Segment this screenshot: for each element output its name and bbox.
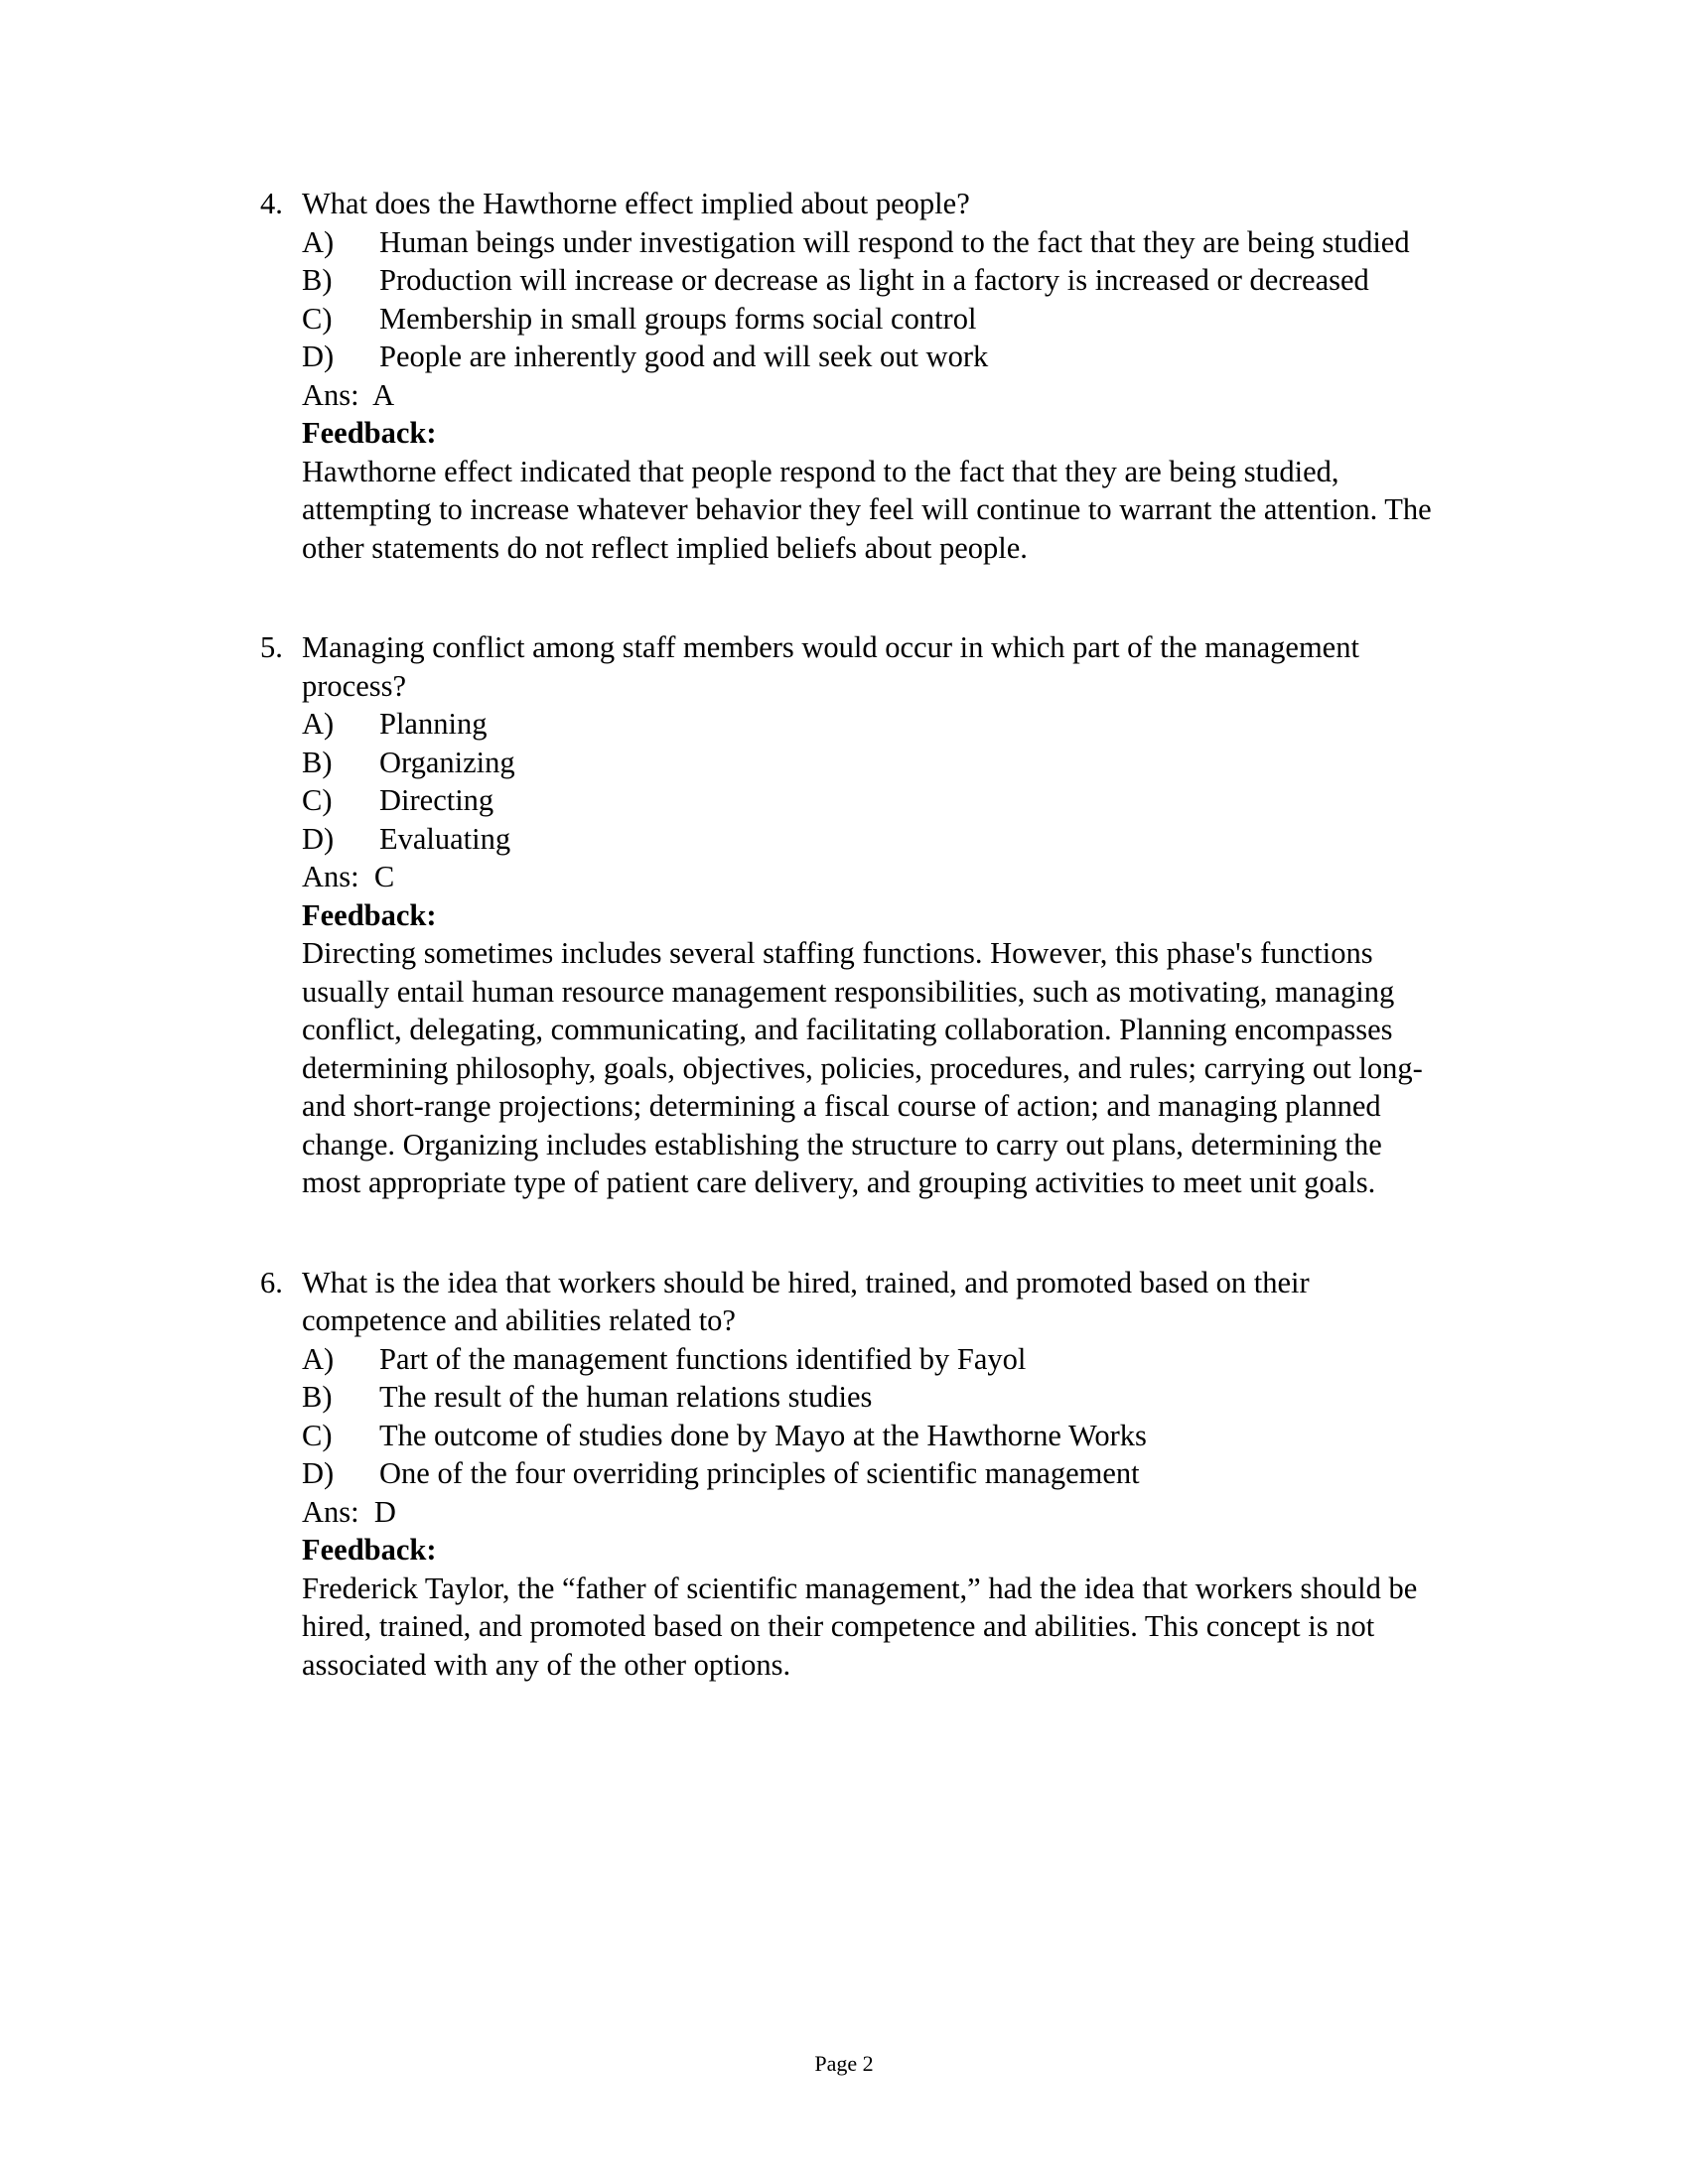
option-list <box>302 223 1448 376</box>
option-letter: A) <box>302 224 335 259</box>
option-text: Production will increase or decrease as light in a factory is increased or decreased <box>379 263 1369 297</box>
option-letter: C) <box>302 301 333 336</box>
option-letter: D) <box>302 821 335 856</box>
option-item <box>302 1340 1448 1379</box>
option-text: Planning <box>379 707 488 741</box>
page-footer: Page 2 <box>814 2051 874 2076</box>
question-block-4 <box>256 185 1448 567</box>
option-item <box>302 338 1448 376</box>
feedback-body: Frederick Taylor, the “father of scientific management,” had the idea that workers should be hired, trained, and promoted based on their competence and abilities. This concept is not associated with any of the other options. <box>302 1570 1418 1682</box>
option-item <box>302 1454 1448 1493</box>
option-letter: A) <box>302 1341 335 1376</box>
option-item <box>302 223 1448 262</box>
option-letter: B) <box>302 1380 333 1414</box>
option-item <box>302 300 1448 339</box>
option-letter: B) <box>302 263 333 297</box>
option-item <box>302 1378 1448 1417</box>
answer-line: Ans: A <box>302 377 395 412</box>
option-list <box>302 705 1448 858</box>
answer-line: Ans: C <box>302 860 395 893</box>
option-text: Directing <box>379 783 494 817</box>
feedback-label: Feedback: <box>302 1533 437 1567</box>
option-letter: D) <box>302 1456 335 1490</box>
question-stem: What does the Hawthorne effect implied about people? <box>302 187 970 220</box>
page-content <box>256 185 1448 1684</box>
question-block-6 <box>256 1264 1448 1685</box>
answer-line: Ans: D <box>302 1494 396 1529</box>
option-letter: D) <box>302 340 335 373</box>
option-list <box>302 1340 1448 1493</box>
option-text: People are inherently good and will seek out work <box>379 340 989 373</box>
option-item <box>302 1417 1448 1455</box>
feedback-label: Feedback: <box>302 897 437 932</box>
option-text: The outcome of studies done by Mayo at the Hawthorne Works <box>379 1418 1147 1452</box>
option-text: Evaluating <box>379 821 511 856</box>
option-text: Organizing <box>379 745 515 779</box>
feedback-label: Feedback: <box>302 416 437 450</box>
question-number: 4. <box>260 187 283 220</box>
option-letter: A) <box>302 707 335 741</box>
option-letter: C) <box>302 1418 333 1452</box>
option-text: One of the four overriding principles of scientific management <box>379 1456 1140 1490</box>
question-number: 6. <box>260 1265 283 1299</box>
option-item <box>302 820 1448 859</box>
feedback-body: Directing sometimes includes several staffing functions. However, this phase's functions usually entail human resource management responsibilities, such as motivating, managing conflict, delegating, communicating, and facilitating collaboration. Planning encompasses determining philosophy, goals, objectives, policies, procedures, and rules; carrying out long- and short-range projections; determining a fiscal course of action; and managing planned change. Organizing includes establishing the structure to carry out plans, determining the most appropriate type of patient care delivery, and grouping activities to meet unit goals. <box>302 936 1423 1199</box>
question-block-5 <box>256 628 1448 1202</box>
option-item <box>302 705 1448 744</box>
question-stem-row <box>256 1264 1448 1340</box>
question-number: 5. <box>260 630 283 664</box>
question-stem: Managing conflict among staff members would occur in which part of the management process? <box>302 630 1359 703</box>
question-stem-row <box>256 628 1448 705</box>
question-stem-row <box>256 185 1448 223</box>
option-text: Part of the management functions identified by Fayol <box>379 1341 1027 1376</box>
option-letter: B) <box>302 745 333 779</box>
block-spacer <box>256 567 1448 628</box>
block-spacer <box>256 1202 1448 1264</box>
option-item <box>302 261 1448 300</box>
question-stem: What is the idea that workers should be hired, trained, and promoted based on their competence and abilities related to? <box>302 1265 1310 1337</box>
option-text: Human beings under investigation will respond to the fact that they are being studied <box>379 224 1410 259</box>
feedback-body: Hawthorne effect indicated that people respond to the fact that they are being studied, attempting to increase whatever behavior they feel will continue to warrant the attention. The other statements do not reflect implied beliefs about people. <box>302 454 1432 565</box>
option-item <box>302 781 1448 820</box>
option-item <box>302 744 1448 782</box>
option-letter: C) <box>302 783 333 817</box>
option-text: The result of the human relations studies <box>379 1380 873 1414</box>
option-text: Membership in small groups forms social control <box>379 301 977 336</box>
